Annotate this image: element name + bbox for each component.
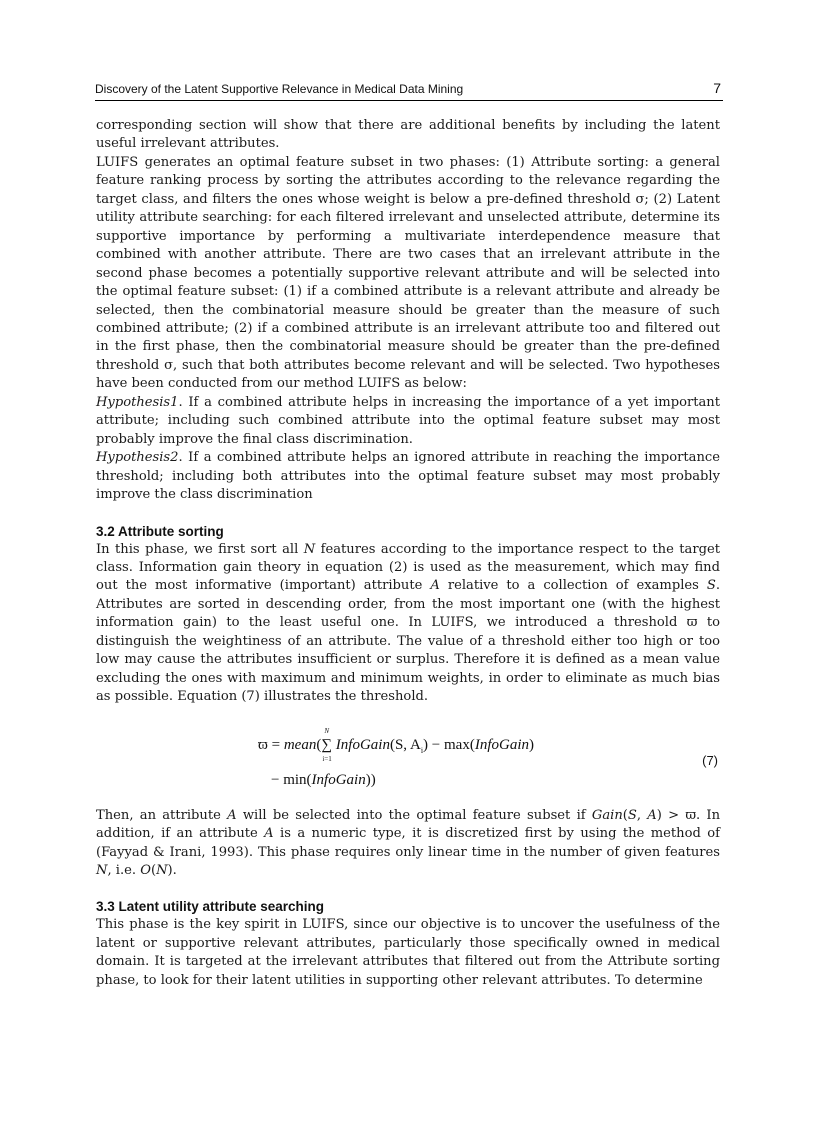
page-body (96, 117, 720, 990)
running-title: Discovery of the Latent Supportive Relevance in Medical Data Mining (95, 82, 464, 96)
section-3-3-paragraph-1: This phase is the key spirit in LUIFS, since our objective is to uncover the usefulness of the latent or supportive relevant attributes, particularly those specifically owned in medical domain. It is targeted at the irrelevant attributes that filtered out from the Attribute sorting phase, to look for their latent utilities in supporting other relevant attributes. To determine (96, 917, 720, 988)
equation-line-1: ϖ = mean(∑ N i=1 InfoGain(S, $A_i$) − max(InfoGain) (258, 726, 534, 763)
hypothesis-2-label: Hypothesis2 (96, 450, 179, 466)
section-3-2-heading: 3.2 Attribute sorting (96, 523, 224, 539)
section-3-2-paragraph-2: Then, an attribute A will be selected into the optimal feature subset if Gain(S, A) > ϖ. In addition, if an attribute A is a numeric type, it is discretized first by using the method of (Fayyad & Irani, 1993). This phase requires only linear time in the number of given features N, i.e. O(N). (96, 807, 721, 878)
hypothesis-2-text: . If a combined attribute helps an ignored attribute in reaching the importance threshold; including both attributes into the optimal feature subset may most probably improve the class discrimination (96, 450, 720, 503)
section-3-2-paragraph-1: In this phase, we first sort all N features according to the importance respect to the target class. Information gain theory in equation (2) is used as the measurement, which may find out the most informative (important) attribute A relative to a collection of examples S. Attributes are sorted in descending order, from the most important one (with the highest information gain) to the least useful one. In LUIFS, we introduced a threshold ϖ to distinguish the weightiness of an attribute. The value of a threshold either too high or too low may cause the attributes insufficient or surplus. Therefore it is defined as a mean value excluding the ones with maximum and minimum weights, in order to eliminate as much bias as possible. Equation (7) illustrates the threshold. (96, 541, 720, 705)
intro-paragraph-2: LUIFS generates an optimal feature subset in two phases: (1) Attribute sorting: a general feature ranking process by sorting the attributes according to the relevance regarding the target class, and filters the ones whose weight is below a pre-defined threshold σ; (2) Latent utility attribute searching: for each filtered irrelevant and unselected attribute, determine its supportive importance by performing a multivariate interdependence measure that combined with another attribute. There are two cases that an irrelevant attribute in the second phase becomes a potentially supportive relevant attribute and will be selected into the optimal feature subset: (1) if a combined attribute is a relevant attribute and already be selected, then the combinatorial measure should be greater than the measure of such combined attribute; (2) if a combined attribute is an irrelevant attribute too and filtered out in the first phase, then the combinatorial measure should be greater than the pre-defined threshold σ, such that both attributes become relevant and will be selected. Two hypotheses have been conducted from our method LUIFS as below: (96, 154, 720, 392)
hypothesis-2 (96, 449, 720, 504)
section-3-3-heading: 3.3 Latent utility attribute searching (96, 899, 325, 915)
hypothesis-1 (96, 394, 720, 449)
equation-number: (7) (702, 752, 718, 768)
running-header (95, 80, 723, 101)
hypothesis-1-label: Hypothesis1 (96, 394, 179, 410)
hypothesis-1-text: . If a combined attribute helps in increasing the importance of a yet important attribute; including such combined attribute into the optimal feature subset may most probably improve the final class discrimination. (96, 394, 720, 447)
equation-7 (96, 713, 720, 803)
intro-paragraph-1: corresponding section will show that there are additional benefits by including the latent useful irrelevant attributes. (96, 118, 720, 152)
page-number: 7 (713, 80, 721, 96)
equation-line-2: − min(InfoGain)) (271, 771, 376, 788)
summation-symbol: ∑ N i=1 (321, 726, 333, 763)
